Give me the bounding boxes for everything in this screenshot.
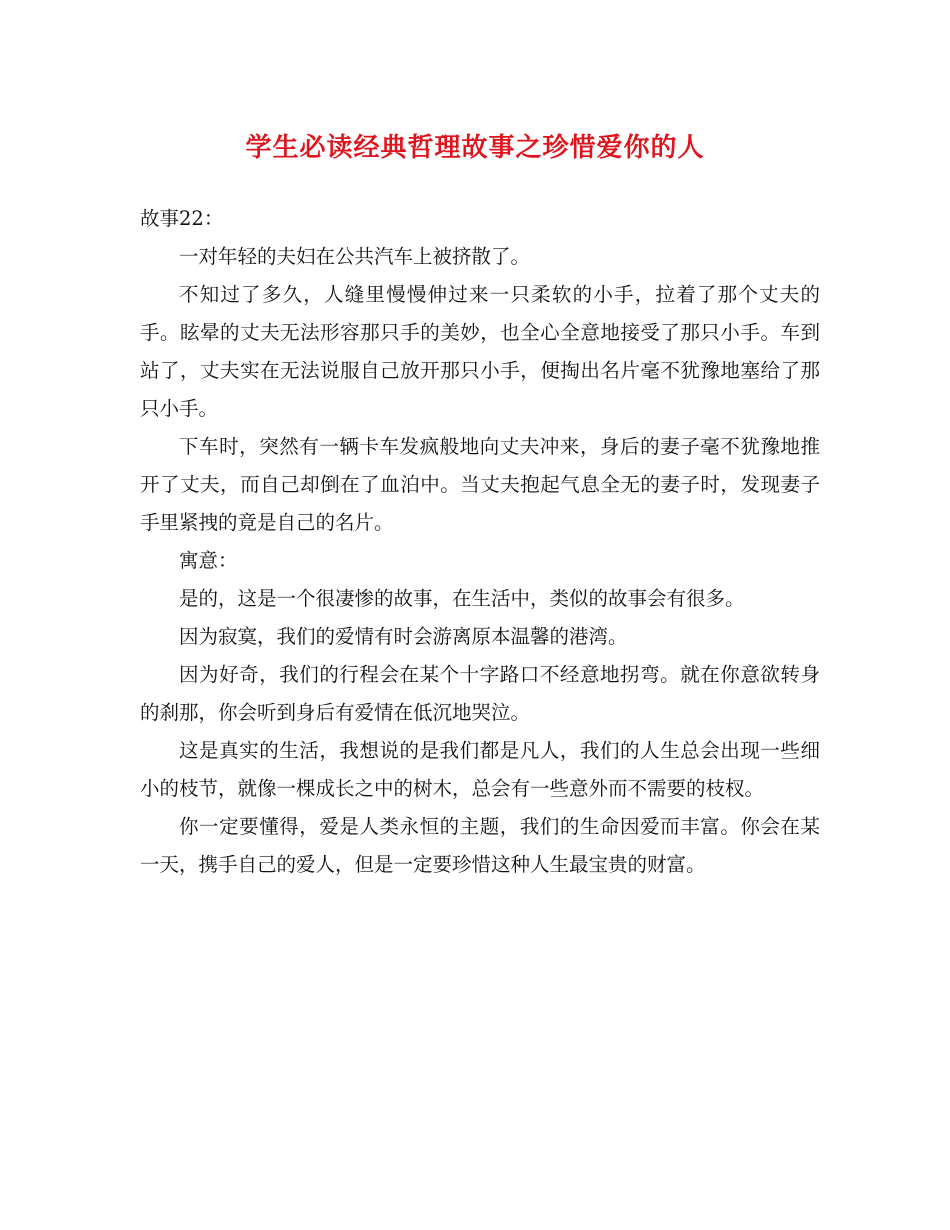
- paragraph: 因为寂寞，我们的爱情有时会游离原本温馨的港湾。: [179, 625, 628, 648]
- document-title: 学生必读经典哲理故事之珍惜爱你的人: [245, 133, 705, 163]
- document-body: [140, 200, 820, 884]
- paragraph: 这是真实的生活，我想说的是我们都是凡人，我们的人生总会出现一些细小的枝节，就像一棵成长之中的树木，总会有一些意外而不需要的枝杈。: [140, 739, 820, 800]
- paragraph: 你一定要懂得，爱是人类永恒的主题，我们的生命因爱而丰富。你会在某一天，携手自己的爱人，但是一定要珍惜这种人生最宝贵的财富。: [140, 815, 820, 876]
- paragraph: 是的，这是一个很凄惨的故事，在生活中，类似的故事会有很多。: [179, 587, 745, 610]
- paragraph: 因为好奇，我们的行程会在某个十字路口不经意地拐弯。就在你意欲转身的刹那，你会听到身后有爱情在低沉地哭泣。: [140, 663, 820, 724]
- paragraph: 下车时，突然有一辆卡车发疯般地向丈夫冲来，身后的妻子毫不犹豫地推开了丈夫，而自己却倒在了血泊中。当丈夫抱起气息全无的妻子时，发现妻子手里紧拽的竟是自己的名片。: [140, 435, 820, 534]
- paragraph: 一对年轻的夫妇在公共汽车上被挤散了。: [179, 245, 531, 268]
- moral-heading: 寓意：: [179, 549, 238, 572]
- story-label: 故事22：: [140, 207, 224, 230]
- paragraph: 不知过了多久，人缝里慢慢伸过来一只柔软的小手，拉着了那个丈夫的手。眩晕的丈夫无法形容那只手的美妙，也全心全意地接受了那只小手。车到站了，丈夫实在无法说服自己放开那只小手，便掏出名片毫不犹豫地塞给了那只小手。: [140, 283, 820, 420]
